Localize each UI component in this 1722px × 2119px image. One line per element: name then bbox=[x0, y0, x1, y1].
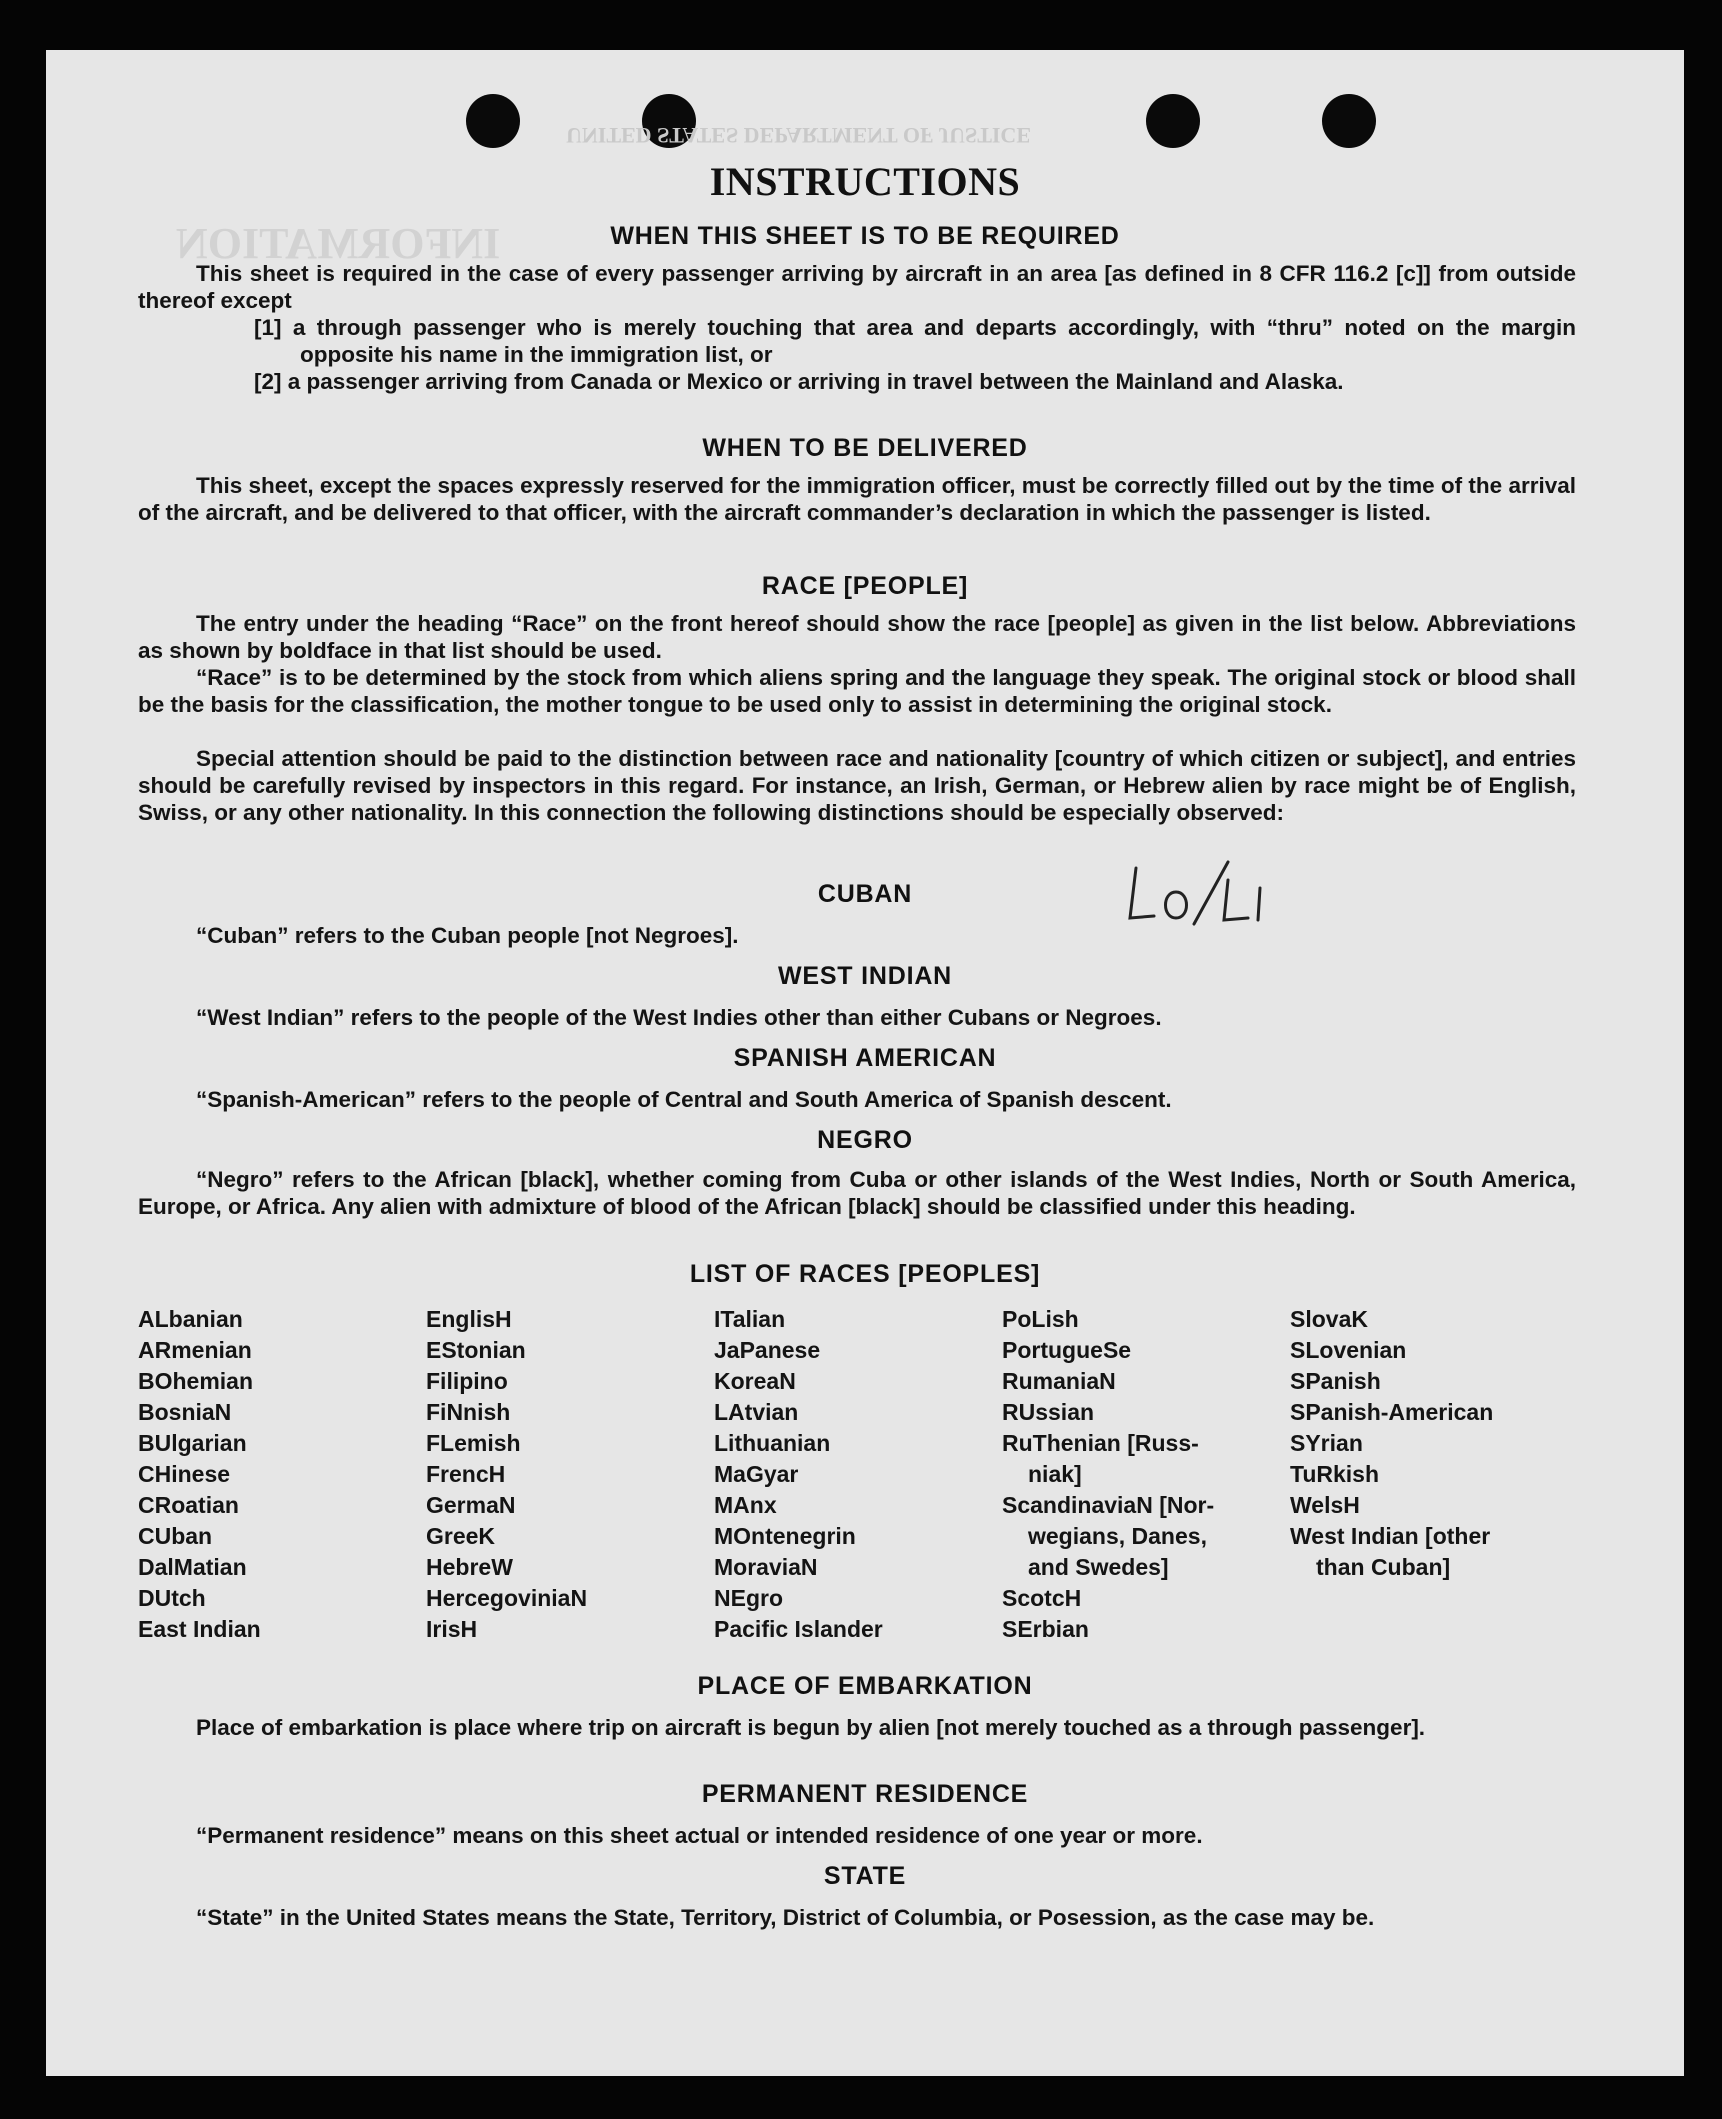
list-item: MOntenegrin bbox=[714, 1523, 856, 1549]
list-item: CHinese bbox=[138, 1461, 231, 1487]
list-item: SlovaK bbox=[1290, 1306, 1368, 1332]
list-item: MoraviaN bbox=[714, 1554, 818, 1580]
state-text: “State” in the United States means the State, Territory, District of Columbia, or Posession, as the case may be. bbox=[196, 1905, 1375, 1930]
list-item: CRoatian bbox=[138, 1492, 239, 1518]
document-sheet bbox=[46, 50, 1684, 2076]
list-item: ITalian bbox=[714, 1306, 786, 1332]
list-item: HercegoviniaN bbox=[426, 1585, 588, 1611]
list-item: PoLish bbox=[1002, 1306, 1079, 1332]
spanish-american-text: “Spanish-American” refers to the people of Central and South America of Spanish descent. bbox=[196, 1087, 1172, 1112]
list-item: and Swedes] bbox=[1028, 1554, 1169, 1580]
page-title: INSTRUCTIONS bbox=[709, 159, 1021, 204]
list-item: Pacific Islander bbox=[714, 1616, 883, 1642]
delivered-text: This sheet, except the spaces expressly reserved for the immigration officer, must be correctly filled out by the time of the arrival of the aircraft, and be delivered to that officer, with the aircraft commander’s declaration in which the passenger is listed. bbox=[138, 473, 1576, 525]
list-item: BUlgarian bbox=[138, 1430, 247, 1456]
list-item: FiNnish bbox=[426, 1399, 511, 1425]
heading-permanent-residence: PERMANENT RESIDENCE bbox=[701, 1780, 1029, 1808]
cuban-text: “Cuban” refers to the Cuban people [not Negroes]. bbox=[196, 923, 739, 948]
race-list-column-5 bbox=[1290, 1304, 1493, 1583]
list-item: niak] bbox=[1028, 1461, 1082, 1487]
heading-cuban: CUBAN bbox=[817, 880, 913, 908]
list-item: JaPanese bbox=[714, 1337, 821, 1363]
heading-embarkation: PLACE OF EMBARKATION bbox=[697, 1672, 1033, 1700]
heading-required: WHEN THIS SHEET IS TO BE REQUIRED bbox=[610, 222, 1120, 250]
list-item: East Indian bbox=[138, 1616, 261, 1642]
heading-race: RACE [PEOPLE] bbox=[761, 572, 969, 600]
list-item: SErbian bbox=[1002, 1616, 1089, 1642]
list-item: CUban bbox=[138, 1523, 213, 1549]
list-item: BosniaN bbox=[138, 1399, 232, 1425]
heading-negro: NEGRO bbox=[817, 1126, 913, 1154]
race-paragraph-2: “Race” is to be determined by the stock from which aliens spring and the language they speak. The original stock or blood shall be the basis for the classification, the mother tongue to be used only to assist in determining the original stock. bbox=[138, 665, 1576, 717]
list-item: FrencH bbox=[426, 1461, 506, 1487]
list-item: RUssian bbox=[1002, 1399, 1095, 1425]
required-item-2: [2] a passenger arriving from Canada or Mexico or arriving in travel between the Mainland and Alaska. bbox=[254, 369, 1344, 394]
list-item: MAnx bbox=[714, 1492, 777, 1518]
list-item: NEgro bbox=[714, 1585, 783, 1611]
list-item: SPanish bbox=[1290, 1368, 1381, 1394]
race-list-column-3 bbox=[714, 1304, 883, 1645]
list-item: SLovenian bbox=[1290, 1337, 1407, 1363]
list-item: DUtch bbox=[138, 1585, 206, 1611]
list-item: PortugueSe bbox=[1002, 1337, 1132, 1363]
list-item: West Indian [other bbox=[1290, 1523, 1491, 1549]
list-item: HebreW bbox=[426, 1554, 513, 1580]
bleed-through-form: INFORMATION bbox=[176, 219, 501, 268]
heading-list-of-races: LIST OF RACES [PEOPLES] bbox=[689, 1260, 1041, 1288]
required-item-1: [1] a through passenger who is merely touching that area and departs accordingly, with “thru” noted on the margin opposite his name in the immigration list, or bbox=[254, 315, 1576, 367]
punch-hole-3 bbox=[1146, 94, 1200, 148]
residence-text: “Permanent residence” means on this sheet actual or intended residence of one year or more. bbox=[196, 1823, 1203, 1848]
list-item: DalMatian bbox=[138, 1554, 247, 1580]
heading-state: STATE bbox=[823, 1862, 907, 1890]
list-item: WelsH bbox=[1290, 1492, 1360, 1518]
bleed-through-header: UNITED STATES DEPARTMENT OF JUSTICE bbox=[566, 123, 1031, 148]
list-item: than Cuban] bbox=[1316, 1554, 1451, 1580]
west-indian-text: “West Indian” refers to the people of the West Indies other than either Cubans or Negroes. bbox=[196, 1005, 1162, 1030]
list-item: Filipino bbox=[426, 1368, 508, 1394]
heading-spanish-american: SPANISH AMERICAN bbox=[733, 1044, 997, 1072]
heading-west-indian: WEST INDIAN bbox=[777, 962, 953, 990]
list-item: IrisH bbox=[426, 1616, 478, 1642]
list-item: ALbanian bbox=[138, 1306, 243, 1332]
list-item: EStonian bbox=[426, 1337, 526, 1363]
negro-text: “Negro” refers to the African [black], whether coming from Cuba or other islands of the West Indies, North or South America, Europe, or Africa. Any alien with admixture of blood of the African [black] should be classified under this heading. bbox=[138, 1167, 1576, 1219]
required-intro: This sheet is required in the case of every passenger arriving by aircraft in an area [as defined in 8 CFR 116.2 [c]] from outside thereof except bbox=[138, 261, 1576, 313]
list-item: KoreaN bbox=[714, 1368, 796, 1394]
list-item: EnglisH bbox=[426, 1306, 512, 1332]
list-item: RuThenian [Russ- bbox=[1002, 1430, 1199, 1456]
list-item: SPanish-American bbox=[1290, 1399, 1494, 1425]
race-paragraph-1: The entry under the heading “Race” on the front hereof should show the race [people] as given in the list below. Abbreviations as shown by boldface in that list should be used. bbox=[138, 611, 1576, 663]
list-item: SYrian bbox=[1290, 1430, 1363, 1456]
list-item: wegians, Danes, bbox=[1028, 1523, 1207, 1549]
list-item: GermaN bbox=[426, 1492, 516, 1518]
punch-hole-4 bbox=[1322, 94, 1376, 148]
list-item: LAtvian bbox=[714, 1399, 799, 1425]
list-item: TuRkish bbox=[1290, 1461, 1380, 1487]
list-item: Lithuanian bbox=[714, 1430, 831, 1456]
punch-hole-1 bbox=[466, 94, 520, 148]
list-item: ScotcH bbox=[1002, 1585, 1082, 1611]
race-list-column-4 bbox=[1002, 1304, 1214, 1645]
list-item: FLemish bbox=[426, 1430, 521, 1456]
list-item: RumaniaN bbox=[1002, 1368, 1116, 1394]
race-list-column-2 bbox=[426, 1304, 587, 1645]
race-list-column-1 bbox=[138, 1304, 261, 1645]
heading-delivered: WHEN TO BE DELIVERED bbox=[702, 434, 1028, 462]
list-item: ARmenian bbox=[138, 1337, 252, 1363]
list-item: MaGyar bbox=[714, 1461, 799, 1487]
list-item: GreeK bbox=[426, 1523, 496, 1549]
race-paragraph-3: Special attention should be paid to the distinction between race and nationality [country of which citizen or subject], and entries should be carefully revised by inspectors in this regard. For instance, an Irish, German, or Hebrew alien by race might be of English, Swiss, or any other nationality. In this connection the following distinctions should be especially observed: bbox=[138, 746, 1576, 825]
list-item: BOhemian bbox=[138, 1368, 254, 1394]
embarkation-text: Place of embarkation is place where trip on aircraft is begun by alien [not merely touched as a through passenger]. bbox=[196, 1715, 1426, 1740]
list-item: ScandinaviaN [Nor- bbox=[1002, 1492, 1215, 1518]
